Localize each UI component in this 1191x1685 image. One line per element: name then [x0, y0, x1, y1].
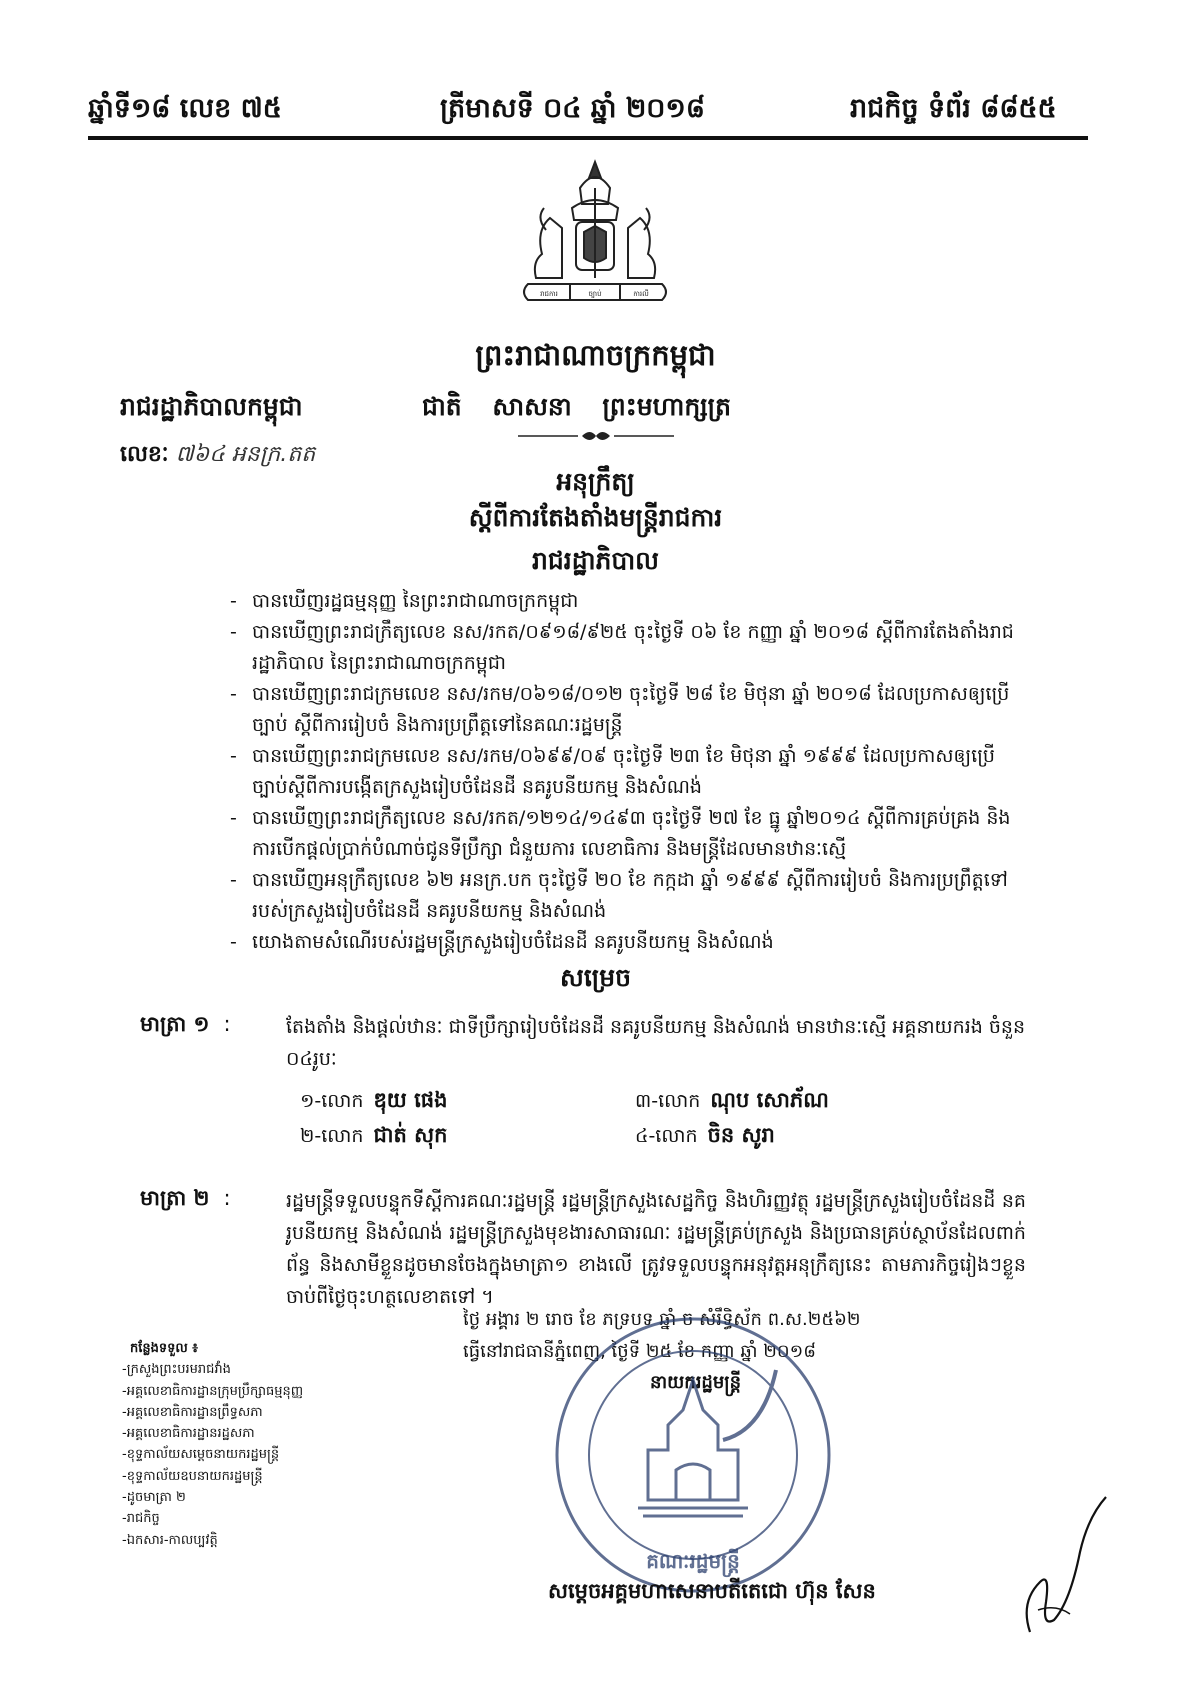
recipient-item: -អគ្គលេខាធិការដ្ឋានរដ្ឋសភា: [122, 1426, 255, 1442]
consideration-item: - យោងតាមសំណើរបស់រដ្ឋមន្ត្រីក្រសួងរៀបចំដែនដី នគរូបនីយកម្ម និងសំណង់: [230, 927, 1020, 958]
government-label: រាជរដ្ឋាភិបាលកម្ពុជា: [120, 392, 303, 421]
article-2-text: រដ្ឋមន្ត្រីទទួលបន្ទុកទីស្តីការគណៈរដ្ឋមន្ត្រី រដ្ឋមន្ត្រីក្រសួងសេដ្ឋកិច្ច និងហិរញ្ញវត្ថុ រដ្ឋមន្ត្រីក្រសួងរៀបចំដែនដី នគរូបនីយកម្ម និងសំណង់ រដ្ឋមន្ត្រីក្រសួងមុខងារសាធារណៈ រដ្ឋមន្ត្រីគ្រប់ក្រសួង និងប្រធានគ្រប់ស្ថាប័នដែលពាក់ព័ន្ធ និងសាមីខ្លួនដូចមានចែងក្នុងមាត្រា១ ខាងលើ ត្រូវទទួលបន្ទុកអនុវត្តអនុក្រឹត្យនេះ តាមភារកិច្ចរៀងៗខ្លួន ចាប់ពីថ្ងៃចុះហត្ថលេខាតទៅ ។: [286, 1190, 1026, 1308]
gazette-year-number: ឆ្នាំទី១៨ លេខ ៧៥: [88, 93, 282, 124]
consideration-item: - បានឃើញព្រះរាជក្រឹត្យលេខ នស/រកត/០៩១៨/៩២៥ ចុះថ្ងៃទី ០៦ ខែ កញ្ញា ឆ្នាំ ២០១៨ ស្តីពីការតែងតាំងរាជរដ្ឋាភិបាល នៃព្រះរាជាណាចក្រកម្ពុជា: [230, 617, 1020, 679]
recipients-title: កន្លែងទទួល ៖: [130, 1341, 199, 1356]
recipient-item: -អគ្គលេខាធិការដ្ឋានព្រឹទ្ធសភា: [122, 1404, 263, 1420]
lunar-date: ថ្ងៃ អង្គារ ២ រោច ខែ ភទ្របទ ឆ្នាំ ច សំរឹទ្ធិស័ក ព.ស.២៥៦២: [463, 1309, 861, 1330]
consideration-item: - បានឃើញអនុក្រឹត្យលេខ ៦២ អនក្រ.បក ចុះថ្ងៃទី ២០ ខែ កក្កដា ឆ្នាំ ១៩៩៩ ស្តីពីការរៀបចំ និងការប្រព្រឹត្តទៅរបស់ក្រសួងរៀបចំដែនដី នគរូបនីយកម្ម និងសំណង់: [230, 865, 1020, 927]
appointee-prefix: ២-លោក: [300, 1125, 364, 1147]
ornament-divider-icon: [518, 428, 674, 444]
article-1-label-text: មាត្រា ១: [140, 1012, 210, 1036]
gazette-page: រាជកិច្ច ទំព័រ ៨៨៥៥: [850, 93, 1057, 124]
appointee-prefix: ៣-លោក: [635, 1090, 701, 1112]
consideration-item: - បានឃើញព្រះរាជក្រមលេខ នស/រកម/០៦៩៩/០៩ ចុះថ្ងៃទី ២៣ ខែ មិថុនា ឆ្នាំ ១៩៩៩ ដែលប្រកាសឲ្យប្រើច្បាប់ស្តីពីការបង្កើតក្រសួងរៀបចំដែនដី នគរូបនីយកម្ម និងសំណង់: [230, 741, 1020, 803]
prime-minister-title: នាយករដ្ឋមន្ត្រី: [650, 1372, 742, 1393]
appointee-name: ណុប សោភ័ណ: [710, 1088, 829, 1112]
recipient-item: -ខុទ្ទកាល័យសម្តេចនាយករដ្ឋមន្ត្រី: [122, 1447, 280, 1463]
document-number-value: ៧៦៤ អនក្រ.តត: [175, 442, 316, 467]
signer-name: សម្តេចអគ្គមហាសេនាបតីតេជោ ហ៊ុន សែន: [548, 1579, 876, 1603]
appointee-item: [300, 1122, 447, 1153]
emblem-banner-left: រាជការ: [540, 290, 558, 298]
appointee-name: ឌុយ ផេង: [373, 1088, 448, 1112]
seal-text: គណៈរដ្ឋមន្ត្រី: [646, 1549, 740, 1573]
emblem-banner-center: ច្បាប់: [588, 290, 602, 298]
gazette-quarter: ត្រីមាសទី ០៤ ឆ្នាំ ២០១៨: [440, 93, 705, 124]
appointee-name: ជាត់ សុក: [373, 1123, 448, 1147]
appointee-item: [300, 1087, 447, 1118]
national-motto: ជាតិ សាសនា ព្រះមហាក្សត្រ: [422, 392, 731, 421]
decides-heading: សម្រេច: [560, 963, 631, 992]
recipient-item: -ក្រសួងព្រះបរមរាជវាំង: [122, 1362, 231, 1378]
document-subject-title: ស្តីពីការតែងតាំងមន្ត្រីរាជការ: [468, 503, 723, 532]
considerations-list: [230, 586, 1020, 958]
issuing-body-title: រាជរដ្ឋាភិបាល: [532, 546, 659, 575]
recipients-list: [122, 1338, 303, 1551]
article-2-label-text: មាត្រា ២: [140, 1186, 210, 1210]
recipient-item: -ឯកសារ-កាលប្បវត្តិ: [122, 1532, 218, 1548]
appointee-prefix: ១-លោក: [300, 1090, 364, 1112]
document-number-label: លេខៈ: [120, 442, 169, 467]
article-1-label: មាត្រា ១ :: [140, 1012, 231, 1036]
solar-date: ធ្វើនៅរាជធានីភ្នំពេញ, ថ្ងៃទី ២៥ ខែ កញ្ញា ឆ្នាំ ២០១៨: [463, 1341, 817, 1362]
recipient-item: -រាជកិច្ច: [122, 1511, 160, 1527]
appointee-name: ចិន សូរា: [707, 1123, 775, 1147]
article-1-text: តែងតាំង និងផ្តល់ឋានៈ ជាទីប្រឹក្សារៀបចំដែនដី នគរូបនីយកម្ម និងសំណង់ មានឋានៈស្មើ អគ្គនាយករង ចំនួន ០៤រូបៈ: [286, 1016, 1026, 1070]
official-seal-icon: [548, 1310, 838, 1600]
emblem-banner-right: ការលី: [633, 290, 649, 298]
royal-emblem-icon: [510, 158, 680, 318]
recipient-item: -ខុទ្ទកាល័យឧបនាយករដ្ឋមន្ត្រី: [122, 1468, 263, 1484]
kingdom-heading: ព្រះរាជាណាចក្រកម្ពុជា: [475, 338, 716, 372]
header-rule: [88, 136, 1088, 140]
document-type-title: អនុក្រឹត្យ: [556, 467, 635, 496]
appointee-prefix: ៤-លោក: [635, 1125, 698, 1147]
recipient-item: -អគ្គលេខាធិការដ្ឋានក្រុមប្រឹក្សាធម្មនុញ្ញ: [122, 1383, 304, 1399]
handwritten-signature-icon: [1010, 1492, 1120, 1642]
consideration-item: - បានឃើញព្រះរាជក្រមលេខ នស/រកម/០៦១៨/០១២ ចុះថ្ងៃទី ២៨ ខែ មិថុនា ឆ្នាំ ២០១៨ ដែលប្រកាសឲ្យប្រើច្បាប់ ស្តីពីការរៀបចំ និងការប្រព្រឹត្តទៅនៃគណៈរដ្ឋមន្ត្រី: [230, 679, 1020, 741]
appointee-item: [635, 1122, 775, 1153]
recipient-item: -ដូចមាត្រា ២: [122, 1490, 186, 1506]
article-2-label: មាត្រា ២ :: [140, 1186, 231, 1210]
appointee-item: [635, 1087, 829, 1118]
consideration-item: - បានឃើញព្រះរាជក្រឹត្យលេខ នស/រកត/១២១៤/១៤៩៣ ចុះថ្ងៃទី ២៧ ខែ ធ្នូ ឆ្នាំ២០១៤ ស្តីពីការគ្រប់គ្រង និងការបើកផ្តល់ប្រាក់បំណាច់ជូនទីប្រឹក្សា ជំនួយការ លេខាធិការ និងមន្ត្រីដែលមានឋានៈស្មើ: [230, 803, 1020, 865]
consideration-item: - បានឃើញរដ្ឋធម្មនុញ្ញ នៃព្រះរាជាណាចក្រកម្ពុជា: [230, 586, 1020, 617]
